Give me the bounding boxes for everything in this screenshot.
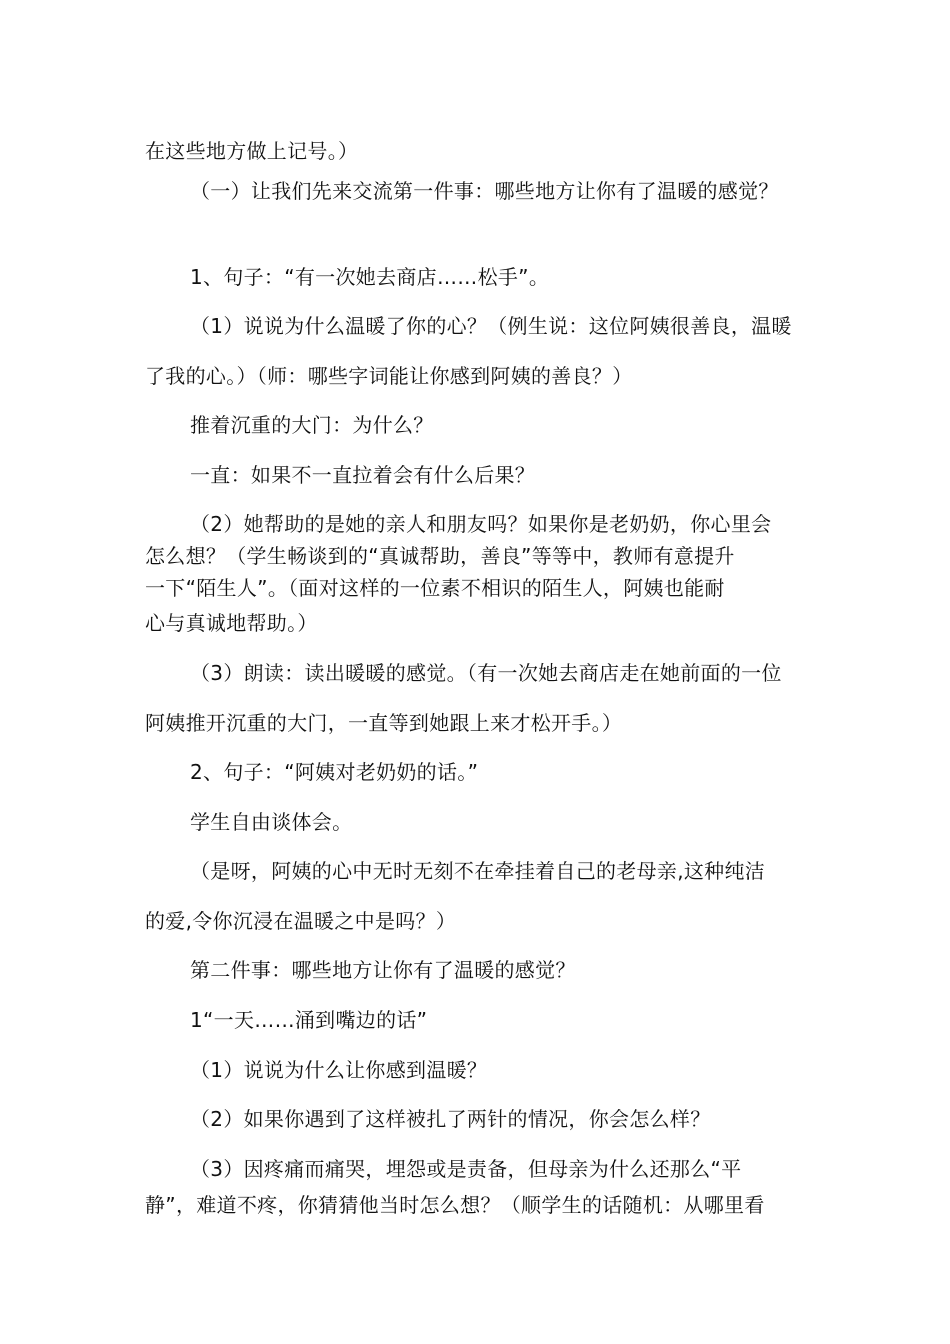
text-line: 了我的心。）（师：哪些字词能让你感到阿姨的善良？） — [145, 364, 633, 388]
item-heading: 1、句子：“有一次她去商店……松手”。 — [190, 265, 550, 289]
text-line: （是呀，阿姨的心中无时无刻不在牵挂着自己的老母亲,这种纯洁 — [190, 859, 766, 883]
text-line: （1）说说为什么让你感到温暖？ — [190, 1058, 488, 1082]
section-heading: （一）让我们先来交流第一件事：哪些地方让你有了温暖的感觉？ — [190, 179, 779, 203]
text-line: （2）她帮助的是她的亲人和朋友吗？如果你是老奶奶，你心里会 — [190, 512, 772, 536]
text-line: 静”，难道不疼，你猜猜他当时怎么想？（顺学生的话随机：从哪里看 — [145, 1193, 765, 1217]
text-line: 心与真诚地帮助。） — [145, 611, 318, 635]
item-heading: 1“一天……涌到嘴边的话” — [190, 1008, 428, 1032]
text-line: 推着沉重的大门：为什么？ — [190, 413, 434, 437]
text-line: （2）如果你遇到了这样被扎了两针的情况，你会怎么样？ — [190, 1107, 711, 1131]
text-line: 一下“陌生人”。（面对这样的一位素不相识的陌生人，阿姨也能耐 — [145, 576, 725, 600]
text-line: 的爱,令你沉浸在温暖之中是吗？） — [145, 909, 457, 933]
text-line: 怎么想？（学生畅谈到的“真诚帮助，善良”等等中，教师有意提升 — [145, 544, 735, 568]
text-line: 阿姨推开沉重的大门，一直等到她跟上来才松开手。） — [145, 711, 623, 735]
section-heading: 第二件事：哪些地方让你有了温暖的感觉？ — [190, 958, 576, 982]
item-heading: 2、句子：“阿姨对老奶奶的话。” — [190, 760, 479, 784]
text-line: （3）因疼痛而痛哭，埋怨或是责备，但母亲为什么还那么“平 — [190, 1157, 742, 1181]
text-line: （1）说说为什么温暖了你的心？（例生说：这位阿姨很善良，温暖 — [190, 314, 792, 338]
text-line: 一直：如果不一直拉着会有什么后果？ — [190, 463, 536, 487]
text-line: 学生自由谈体会。 — [190, 810, 353, 834]
text-line: 在这些地方做上记号。） — [145, 139, 359, 163]
text-line: （3）朗读：读出暖暖的感觉。（有一次她去商店走在她前面的一位 — [190, 661, 782, 685]
